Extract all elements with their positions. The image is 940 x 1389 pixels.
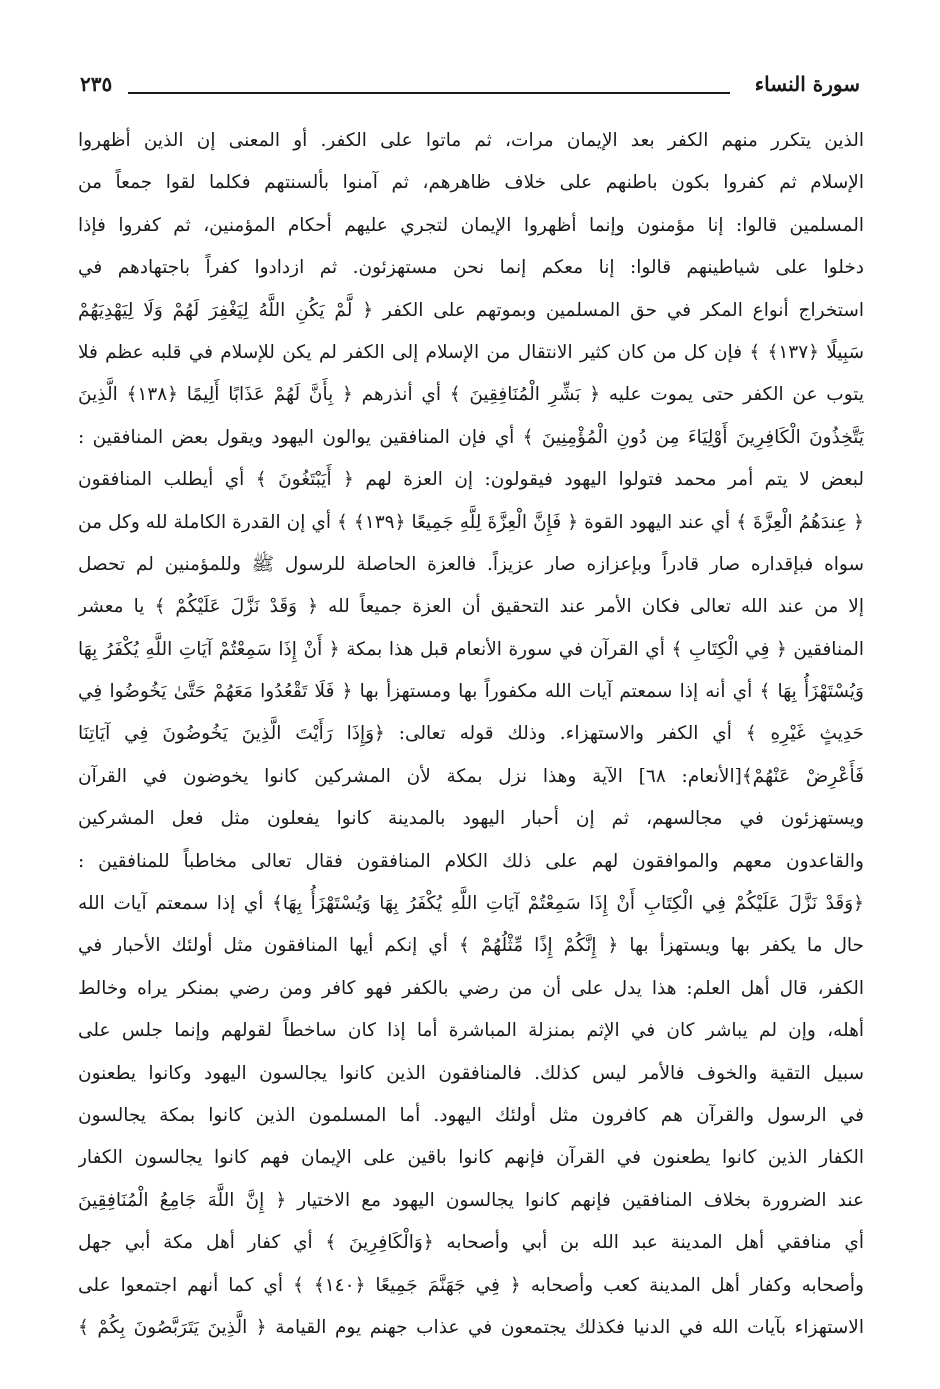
text-line: يَتَّخِذُونَ الْكَافِرِينَ أَوْلِيَاءَ مِن دُونِ الْمُؤْمِنِينَ ﴾ أي فإن المنافقين يوالون اليهود ويقول بعض المنافقين : — [78, 426, 864, 448]
text-line: ﴿وَقَدْ نَزَّلَ عَلَيْكُمْ فِي الْكِتَابِ أَنْ إِذَا سَمِعْتُمْ آيَاتِ اللَّهِ يُكْفَرُ بِهَا وَيُسْتَهْزَأُ بِهَا﴾ أي إذا سمعتم آيات الله — [78, 893, 864, 915]
text-line: فَأَعْرِضْ عَنْهُمْ﴾[الأنعام: ٦٨] الآية وهذا نزل بمكة لأن المشركين كانوا يخوضون في القرآن — [78, 765, 864, 787]
text-line: يتوب عن الكفر حتى يموت عليه ﴿ بَشِّرِ الْمُنَافِقِينَ ﴾ أي أنذرهم ﴿ بِأَنَّ لَهُمْ عَذَابًا أَلِيمًا ﴿١٣٨﴾ الَّذِينَ — [78, 384, 864, 406]
page-number: ٢٣٥ — [80, 72, 113, 96]
text-line: ﴿ عِندَهُمُ الْعِزَّةَ ﴾ أي عند اليهود القوة ﴿ فَإِنَّ الْعِزَّةَ لِلَّهِ جَمِيعًا ﴿١٣٩﴾ ﴾ أي إن القدرة الكاملة لله وكل من — [78, 511, 864, 533]
text-line: إلا من عند الله تعالى فكان الأمر عند التحقيق أن العزة جميعاً لله ﴿ وَقَدْ نَزَّلَ عَلَيْكُمْ ﴾ يا معشر — [78, 596, 864, 618]
text-line: الاستهزاء بآيات الله في الدنيا فكذلك يجتمعون في عذاب جهنم يوم القيامة ﴿ الَّذِينَ يَتَرَبَّصُونَ بِكُمْ ﴾ — [78, 1316, 864, 1338]
text-line: سَبِيلًا ﴿١٣٧﴾ ﴾ فإن كل من كان كثير الانتقال من الإسلام إلى الكفر لم يكن للإسلام في قلبه عظم فلا — [78, 341, 864, 363]
header-divider — [128, 92, 730, 94]
text-line: وأصحابه وكفار أهل المدينة كعب وأصحابه ﴿ فِي جَهَنَّمَ جَمِيعًا ﴿١٤٠﴾ ﴾ أي كما أنهم اجتمعوا على — [78, 1274, 864, 1296]
text-line: دخلوا على شياطينهم قالوا: إنا معكم إنما نحن مستهزئون. ثم ازدادوا كفراً باجتهادهم في — [78, 257, 864, 279]
text-line: حَدِيثٍ غَيْرِهِ ﴾ أي الكفر والاستهزاء. وذلك قوله تعالى: ﴿وَإِذَا رَأَيْتَ الَّذِينَ يَخُوضُونَ فِي آيَاتِنَا — [78, 723, 864, 745]
text-line: عند الضرورة بخلاف المنافقين فإنهم كانوا يجالسون اليهود مع الاختيار ﴿ إِنَّ اللَّهَ جَامِعُ الْمُنَافِقِينَ — [78, 1189, 864, 1211]
tafsir-text — [78, 120, 864, 1349]
text-line: سواه فبإقداره صار قادراً وبإعزازه صار عزيزاً. فالعزة الحاصلة للرسول ﷺ وللمؤمنين لم تحصل — [78, 553, 864, 575]
text-line: والقاعدون معهم والموافقون لهم على ذلك الكلام المنافقون فقال تعالى مخاطباً للمنافقين : — [78, 850, 864, 872]
text-line: الكفار الذين كانوا يطعنون في القرآن فإنهم كانوا باقين على الإيمان فهم كانوا يجالسون الكفار — [78, 1147, 864, 1169]
text-line: أهله، وإن لم يباشر كان في الإثم بمنزلة المباشرة أما إذا كان ساخطاً لقولهم وإنما جلس على — [78, 1020, 864, 1042]
text-line: حال ما يكفر بها ويستهزأ بها ﴿ إِنَّكُمْ إِذًا مِّثْلُهُمْ ﴾ أي إنكم أيها المنافقون مثل أولئك الأحبار في — [78, 935, 864, 957]
text-line: استخراج أنواع المكر في حق المسلمين وبموتهم على الكفر ﴿ لَّمْ يَكُنِ اللَّهُ لِيَغْفِرَ لَهُمْ وَلَا لِيَهْدِيَهُمْ — [78, 299, 864, 321]
text-line: لبعض لا يتم أمر محمد فتولوا اليهود فيقولون: إن العزة لهم ﴿ أَيَبْتَغُونَ ﴾ أي أيطلب المنافقون — [78, 469, 864, 491]
text-line: أي منافقي أهل المدينة عبد الله بن أبي وأصحابه ﴿وَالْكَافِرِينَ ﴾ أي كفار أهل مكة أبي جهل — [78, 1232, 864, 1254]
surah-title: سورة النساء — [754, 72, 860, 96]
text-line: في الرسول والقرآن هم كافرون مثل أولئك اليهود. أما المسلمون الذين كانوا بمكة يجالسون — [78, 1104, 864, 1126]
text-line: الذين يتكرر منهم الكفر بعد الإيمان مرات، ثم ماتوا على الكفر. أو المعنى إن الذين أظهروا — [78, 130, 864, 151]
text-line: ويستهزئون في مجالسهم، ثم إن أحبار اليهود بالمدينة كانوا يفعلون مثل فعل المشركين — [78, 808, 864, 830]
text-line: المسلمين قالوا: إنا مؤمنون وإنما أظهروا الإيمان لتجري عليهم أحكام المؤمنين، ثم كفروا فإذا — [78, 214, 864, 236]
page-header — [80, 72, 860, 106]
text-line: المنافقين ﴿ فِي الْكِتَابِ ﴾ أي القرآن في سورة الأنعام قبل هذا بمكة ﴿ أَنْ إِذَا سَمِعْتُمْ آيَاتِ اللَّهِ يُكْفَرُ بِهَا — [78, 638, 864, 660]
text-line: الإسلام ثم كفروا بكون باطنهم على خلاف ظاهرهم، ثم آمنوا بألسنتهم فكلما لقوا جمعاً من — [78, 172, 864, 194]
text-line: الكفر، قال أهل العلم: هذا يدل على أن من رضي بالكفر فهو كافر ومن رضي بمنكر يراه وخالط — [78, 977, 864, 999]
text-line: سبيل التقية والخوف فالأمر ليس كذلك. فالمنافقون الذين كانوا يجالسون اليهود وكانوا يطعنون — [78, 1062, 864, 1084]
text-line: وَيُسْتَهْزَأُ بِهَا ﴾ أي أنه إذا سمعتم آيات الله مكفوراً بها ومستهزأ بها ﴿ فَلَا تَقْعُدُوا مَعَهُمْ حَتَّىٰ يَخُوضُوا فِي — [78, 681, 864, 703]
